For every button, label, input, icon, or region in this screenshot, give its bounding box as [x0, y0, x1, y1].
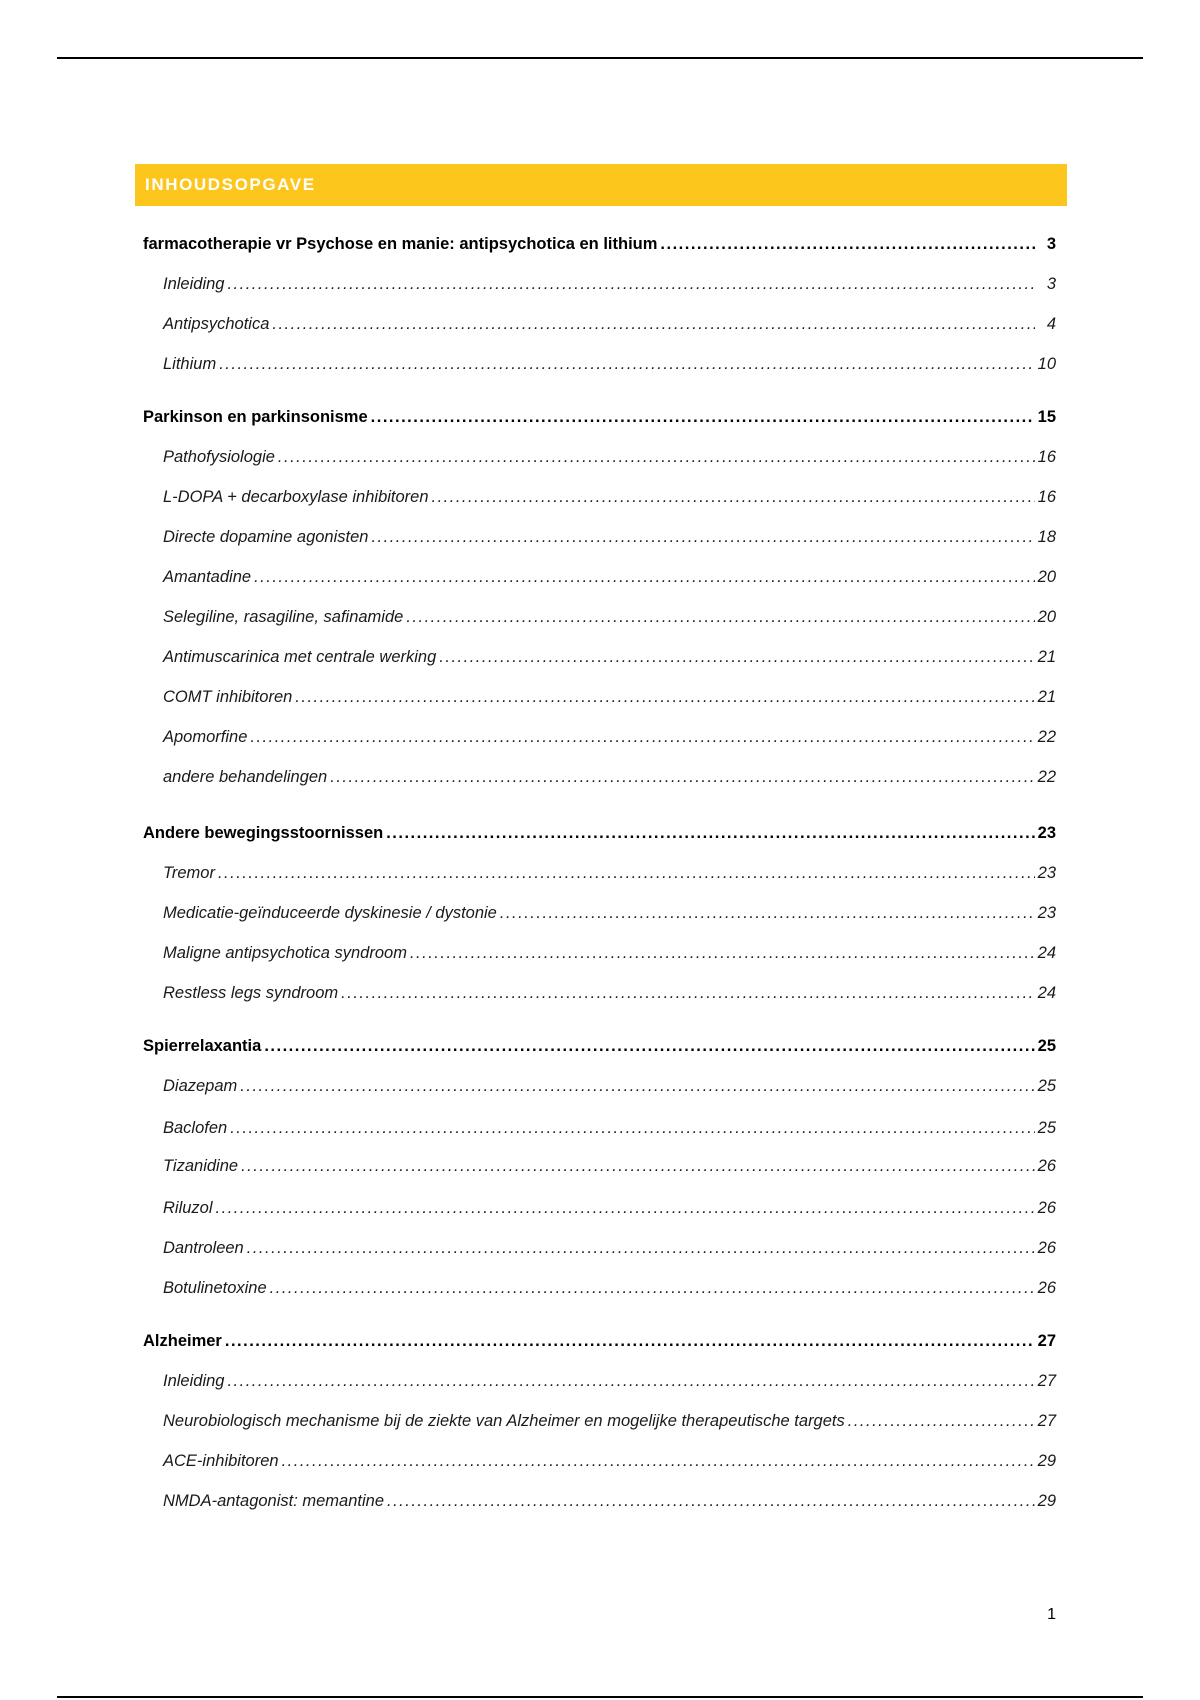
toc-dot-leader	[660, 233, 1035, 255]
toc-entry-page: 15	[1037, 408, 1056, 426]
toc-dot-leader	[371, 406, 1035, 428]
toc-entry-page: 10	[1037, 355, 1056, 373]
toc-entry-title: Spierrelaxantia	[143, 1037, 262, 1055]
toc-entry-title: Tremor	[163, 864, 215, 882]
toc-entry-title: Directe dopamine agonisten	[163, 528, 369, 546]
toc-entry-page: 24	[1037, 984, 1056, 1002]
toc-entry-title: Apomorfine	[163, 728, 248, 746]
toc-chapter-entry[interactable]	[143, 406, 1056, 428]
toc-dot-leader	[282, 1450, 1035, 1472]
toc-entry-page: 26	[1037, 1239, 1056, 1257]
header-rule	[57, 57, 1143, 59]
toc-entry-page: 21	[1037, 688, 1056, 706]
toc-entry-title: NMDA-antagonist: memantine	[163, 1492, 385, 1510]
toc-entry-title: Riluzol	[163, 1199, 213, 1217]
toc-dot-leader	[848, 1410, 1035, 1432]
toc-entry-page: 29	[1037, 1452, 1056, 1470]
toc-section-entry[interactable]	[163, 353, 1056, 375]
toc-section-entry[interactable]	[163, 446, 1056, 468]
toc-dot-leader	[432, 486, 1035, 508]
toc-entry-page: 24	[1037, 944, 1056, 962]
toc-chapter-entry[interactable]	[143, 822, 1056, 844]
toc-section-entry[interactable]	[163, 566, 1056, 588]
toc-dot-leader	[227, 273, 1035, 295]
toc-entry-page: 21	[1037, 648, 1056, 666]
toc-entry-page: 27	[1037, 1332, 1056, 1350]
toc-entry-title: Baclofen	[163, 1119, 228, 1137]
toc-dot-leader	[406, 606, 1034, 628]
toc-dot-leader	[264, 1035, 1034, 1057]
toc-entry-page: 25	[1037, 1037, 1056, 1055]
toc-dot-leader	[500, 902, 1035, 924]
toc-section-entry[interactable]	[163, 606, 1056, 628]
toc-entry-title: farmacotherapie vr Psychose en manie: antipsychotica en lithium	[143, 235, 658, 253]
toc-dot-leader	[272, 313, 1035, 335]
toc-dot-leader	[230, 1117, 1034, 1139]
toc-entry-page: 27	[1037, 1372, 1056, 1390]
toc-chapter-entry[interactable]	[143, 1035, 1056, 1057]
toc-entry-title: Neurobiologisch mechanisme bij de ziekte van Alzheimer en mogelijke therapeutische targets	[163, 1412, 845, 1430]
toc-section-entry[interactable]	[163, 526, 1056, 548]
toc-entry-title: Inleiding	[163, 275, 225, 293]
toc-dot-leader	[247, 1237, 1035, 1259]
toc-entry-page: 23	[1037, 904, 1056, 922]
toc-section-entry[interactable]	[163, 1075, 1056, 1097]
toc-section-entry[interactable]	[163, 1197, 1056, 1219]
toc-entry-page: 4	[1046, 315, 1056, 333]
toc-entry-title: Amantadine	[163, 568, 252, 586]
toc-section-entry[interactable]	[163, 982, 1056, 1004]
toc-dot-leader	[219, 353, 1034, 375]
toc-dot-leader	[387, 1490, 1035, 1512]
toc-section-entry[interactable]	[163, 486, 1056, 508]
toc-section-entry[interactable]	[163, 646, 1056, 668]
toc-heading-bar	[135, 164, 1067, 206]
toc-section-entry[interactable]	[163, 1410, 1056, 1432]
toc-entry-page: 23	[1037, 824, 1056, 842]
toc-entry-title: Parkinson en parkinsonisme	[143, 408, 368, 426]
toc-section-entry[interactable]	[163, 686, 1056, 708]
toc-section-entry[interactable]	[163, 1277, 1056, 1299]
toc-dot-leader	[250, 726, 1034, 748]
toc-chapter-entry[interactable]	[143, 233, 1056, 255]
toc-entry-title: COMT inhibitoren	[163, 688, 293, 706]
toc-entry-title: Selegiline, rasagiline, safinamide	[163, 608, 404, 626]
toc-dot-leader	[225, 1330, 1035, 1352]
toc-entry-page: 16	[1037, 488, 1056, 506]
toc-section-entry[interactable]	[163, 726, 1056, 748]
toc-entry-title: Andere bewegingsstoornissen	[143, 824, 384, 842]
toc-heading: INHOUDSOPGAVE	[145, 175, 316, 194]
toc-section-entry[interactable]	[163, 862, 1056, 884]
toc-dot-leader	[227, 1370, 1034, 1392]
toc-entry-page: 23	[1037, 864, 1056, 882]
toc-section-entry[interactable]	[163, 942, 1056, 964]
toc-entry-page: 26	[1037, 1199, 1056, 1217]
toc-entry-title: Alzheimer	[143, 1332, 222, 1350]
toc-entry-page: 20	[1037, 568, 1056, 586]
toc-section-entry[interactable]	[163, 273, 1056, 295]
toc-dot-leader	[270, 1277, 1035, 1299]
toc-dot-leader	[386, 822, 1034, 844]
toc-entry-title: Lithium	[163, 355, 217, 373]
toc-entry-title: Antipsychotica	[163, 315, 270, 333]
toc-section-entry[interactable]	[163, 313, 1056, 335]
toc-dot-leader	[410, 942, 1035, 964]
toc-entry-title: Maligne antipsychotica syndroom	[163, 944, 407, 962]
toc-entry-title: andere behandelingen	[163, 768, 328, 786]
toc-entry-page: 29	[1037, 1492, 1056, 1510]
toc-dot-leader	[240, 1075, 1034, 1097]
footer-rule	[57, 1696, 1143, 1698]
toc-entry-title: Dantroleen	[163, 1239, 244, 1257]
toc-section-entry[interactable]	[163, 1155, 1056, 1177]
toc-entry-title: Diazepam	[163, 1077, 238, 1095]
toc-section-entry[interactable]	[163, 1490, 1056, 1512]
toc-dot-leader	[295, 686, 1034, 708]
toc-entry-page: 3	[1046, 275, 1056, 293]
toc-entry-title: Antimuscarinica met centrale werking	[163, 648, 437, 666]
toc-section-entry[interactable]	[163, 1117, 1056, 1139]
toc-entry-page: 3	[1046, 235, 1056, 253]
toc-entry-title: Inleiding	[163, 1372, 225, 1390]
toc-section-entry[interactable]	[163, 1370, 1056, 1392]
toc-section-entry[interactable]	[163, 1450, 1056, 1472]
toc-entry-title: Restless legs syndroom	[163, 984, 339, 1002]
toc-entry-title: Tizanidine	[163, 1157, 239, 1175]
toc-dot-leader	[218, 862, 1035, 884]
toc-entry-title: Medicatie-geïnduceerde dyskinesie / dystonie	[163, 904, 497, 922]
toc-entry-page: 16	[1037, 448, 1056, 466]
toc-dot-leader	[330, 766, 1034, 788]
toc-entry-title: Pathofysiologie	[163, 448, 275, 466]
toc-entry-title: Botulinetoxine	[163, 1279, 267, 1297]
toc-entry-page: 18	[1037, 528, 1056, 546]
toc-dot-leader	[278, 446, 1035, 468]
toc-entry-page: 25	[1037, 1077, 1056, 1095]
toc-entry-page: 25	[1037, 1119, 1056, 1137]
toc-entry-title: L-DOPA + decarboxylase inhibitoren	[163, 488, 429, 506]
toc-dot-leader	[341, 982, 1034, 1004]
toc-dot-leader	[241, 1155, 1035, 1177]
toc-entry-page: 26	[1037, 1157, 1056, 1175]
toc-entry-page: 22	[1037, 728, 1056, 746]
toc-entry-page: 26	[1037, 1279, 1056, 1297]
toc-section-entry[interactable]	[163, 1237, 1056, 1259]
toc-entry-page: 22	[1037, 768, 1056, 786]
toc-dot-leader	[216, 1197, 1035, 1219]
toc-entry-page: 27	[1037, 1412, 1056, 1430]
toc-section-entry[interactable]	[163, 902, 1056, 924]
toc-chapter-entry[interactable]	[143, 1330, 1056, 1352]
page-number: 1	[1047, 1606, 1056, 1623]
toc-dot-leader	[371, 526, 1034, 548]
toc-dot-leader	[254, 566, 1035, 588]
toc-entry-title: ACE-inhibitoren	[163, 1452, 279, 1470]
toc-entry-page: 20	[1037, 608, 1056, 626]
toc-dot-leader	[439, 646, 1034, 668]
toc-section-entry[interactable]	[163, 766, 1056, 788]
